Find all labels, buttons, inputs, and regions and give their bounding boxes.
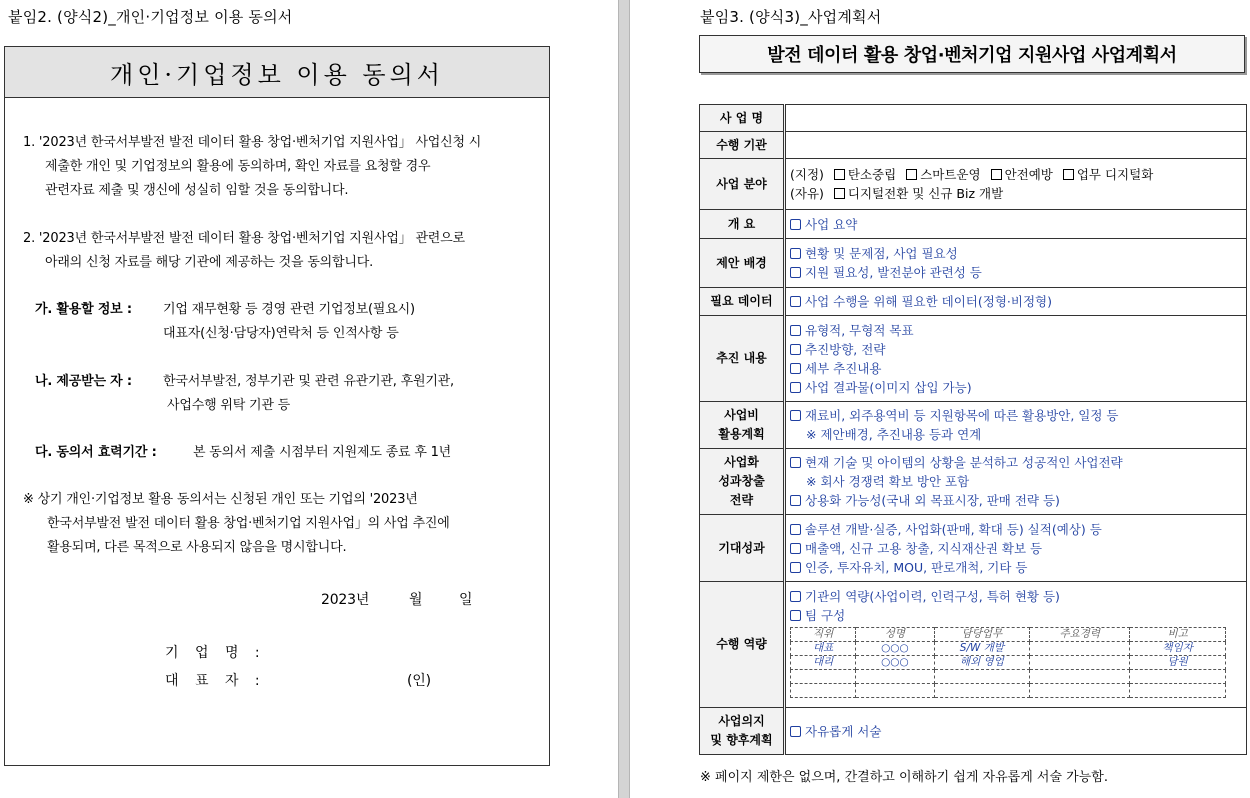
outcome-item: 솔루션 개발·실증, 사업화(판매, 확대 등) 실적(예상) 등	[805, 521, 1102, 537]
field-option-carbon: 탄소중립	[847, 167, 897, 182]
background-item: 현황 및 문제점, 사업 필요성	[805, 246, 958, 261]
consent-form	[4, 46, 550, 766]
team-cell: ○○○	[856, 656, 934, 670]
content-item: 추진방향, 전략	[805, 341, 886, 357]
commercial-label-line-3: 전략	[729, 493, 754, 507]
field-cell	[785, 159, 1247, 210]
team-cell: 책임자	[1130, 642, 1226, 656]
budget-label	[700, 402, 785, 449]
team-table	[790, 627, 1226, 698]
checkbox-icon[interactable]	[834, 188, 845, 199]
commercial-item: 현재 기술 및 아이템의 상황을 분석하고 성공적인 사업전략	[805, 455, 1123, 470]
bullet-square-icon	[790, 562, 801, 573]
team-header-note: 비고	[1130, 628, 1226, 642]
outcome-item: 매출액, 신규 고용 창출, 지식재산권 확보 등	[805, 540, 1043, 556]
team-table-header	[791, 628, 1226, 642]
data-needed-cell	[785, 288, 1247, 316]
field-designated-label: (지정)	[790, 167, 824, 182]
row-agency	[700, 132, 1247, 159]
team-table-row	[791, 656, 1226, 670]
consent-item-1-line-2: 제출한 개인 및 기업정보의 활용에 동의하며, 확인 자료를 요청할 경우	[45, 159, 431, 174]
bullet-square-icon	[790, 219, 801, 230]
info-usage-value-line-1: 기업 재무현황 등 경영 관련 기업정보(필요시)	[163, 302, 415, 317]
validity-label: 다. 동의서 효력기간 :	[35, 445, 157, 460]
will-label-line-1: 사업의지	[718, 714, 765, 728]
team-cell	[1130, 684, 1226, 698]
will-label-line-2: 및 향후계획	[710, 733, 773, 747]
bullet-square-icon	[790, 410, 801, 421]
content-item: 세부 추진내용	[805, 360, 882, 376]
date-day: 일	[459, 592, 473, 608]
bullet-square-icon	[790, 591, 801, 602]
bullet-square-icon	[790, 363, 801, 374]
team-cell	[856, 670, 934, 684]
business-plan-table	[699, 104, 1247, 755]
bullet-square-icon	[790, 495, 801, 506]
team-cell	[1030, 670, 1130, 684]
team-header-name: 성명	[856, 628, 934, 642]
page-gutter	[618, 0, 630, 798]
row-outcome	[700, 515, 1247, 582]
bullet-square-icon	[790, 457, 801, 468]
team-cell	[1130, 670, 1226, 684]
bullet-square-icon	[790, 325, 801, 336]
team-header-career: 주요경력	[1030, 628, 1130, 642]
team-cell	[791, 684, 856, 698]
seal-mark: (인)	[407, 673, 431, 689]
team-cell	[1030, 656, 1130, 670]
row-capability	[700, 582, 1247, 708]
consent-item-2-line-1: 2. '2023년 한국서부발전 발전 데이터 활용 창업·벤처기업 지원사업」 관련으로	[23, 231, 465, 246]
capability-label: 수행 역량	[700, 582, 785, 708]
notice-line-1: ※ 상기 개인·기업정보 활용 동의서는 신청된 개인 또는 기업의 '2023년	[23, 492, 418, 507]
data-needed-label: 필요 데이터	[700, 288, 785, 316]
team-table-row	[791, 684, 1226, 698]
row-commercial	[700, 449, 1247, 515]
checkbox-icon[interactable]	[1063, 169, 1074, 180]
checkbox-icon[interactable]	[991, 169, 1002, 180]
team-header-duty: 담당업무	[934, 628, 1030, 642]
checkbox-icon[interactable]	[906, 169, 917, 180]
consent-item-2-line-2: 아래의 신청 자료를 해당 기관에 제공하는 것을 동의합니다.	[45, 255, 374, 270]
background-cell	[785, 239, 1247, 288]
bullet-square-icon	[790, 267, 801, 278]
field-label: 사업 분야	[700, 159, 785, 210]
recipient-value-line-1: 한국서부발전, 정부기관 및 관련 유관기관, 후원기관,	[163, 374, 454, 389]
overview-cell	[785, 210, 1247, 239]
agency-label: 수행 기관	[700, 132, 785, 159]
notice-line-3: 활용되며, 다른 목적으로 사용되지 않음을 명시합니다.	[47, 540, 347, 555]
project-name-cell[interactable]	[785, 105, 1247, 132]
consent-form-title: 개인·기업정보 이용 동의서	[5, 47, 549, 98]
overview-item: 사업 요약	[805, 216, 858, 232]
bullet-square-icon	[790, 344, 801, 355]
field-option-smart: 스마트운영	[920, 167, 981, 182]
budget-cell	[785, 402, 1247, 449]
consent-item-1-line-3: 관련자료 제출 및 갱신에 성실히 임할 것을 동의합니다.	[45, 183, 349, 198]
field-option-transform: 디지털전환 및 신규 Biz 개발	[847, 186, 1004, 201]
bullet-square-icon	[790, 610, 801, 621]
budget-note: ※ 제안배경, 추진내용 등과 연계	[806, 427, 982, 442]
consent-page	[0, 0, 618, 798]
bullet-square-icon	[790, 248, 801, 259]
outcome-item: 인증, 투자유치, MOU, 판로개척, 기타 등	[805, 559, 1028, 575]
row-project-name	[700, 105, 1247, 132]
content-label: 추진 내용	[700, 316, 785, 402]
team-cell: 담원	[1130, 656, 1226, 670]
commercial-label-line-1: 사업화	[724, 455, 759, 469]
bullet-square-icon	[790, 524, 801, 535]
business-plan-title: 발전 데이터 활용 창업·벤처기업 지원사업 사업계획서	[699, 35, 1245, 73]
agency-cell[interactable]	[785, 132, 1247, 159]
team-cell: ○○○	[856, 642, 934, 656]
content-item: 사업 결과물(이미지 삽입 가능)	[805, 379, 972, 395]
commercial-label	[700, 449, 785, 515]
info-usage-value-line-2: 대표자(신청·담당자)연락처 등 인적사항 등	[163, 326, 399, 341]
field-option-digital: 업무 디지털화	[1076, 167, 1154, 182]
commercial-cell	[785, 449, 1247, 515]
team-table-row	[791, 642, 1226, 656]
row-will	[700, 708, 1247, 755]
project-name-label: 사 업 명	[700, 105, 785, 132]
team-cell	[934, 670, 1030, 684]
team-cell: 대리	[791, 656, 856, 670]
company-name-label: 기 업 명 :	[165, 645, 266, 661]
capability-item: 기관의 역량(사업이력, 인력구성, 특허 현황 등)	[805, 589, 1060, 604]
bullet-square-icon	[790, 726, 801, 737]
info-usage-label: 가. 활용할 정보 :	[35, 302, 132, 317]
will-cell	[785, 708, 1247, 755]
content-cell	[785, 316, 1247, 402]
recipient-value-line-2: 사업수행 위탁 기관 등	[167, 398, 291, 413]
team-cell	[1030, 684, 1130, 698]
team-cell: S/W 개발	[934, 642, 1030, 656]
consent-item-1-line-1: 1. '2023년 한국서부발전 발전 데이터 활용 창업·벤처기업 지원사업」 사업신청 시	[23, 135, 482, 150]
will-item: 자유롭게 서술	[805, 723, 882, 739]
attachment-3-header: 붙임3. (양식3)_사업계획서	[700, 8, 882, 26]
team-cell	[934, 684, 1030, 698]
row-overview	[700, 210, 1247, 239]
capability-item: 팀 구성	[805, 608, 846, 623]
will-label	[700, 708, 785, 755]
field-option-safety: 안전예방	[1004, 167, 1053, 182]
data-needed-item: 사업 수행을 위해 필요한 데이터(정형·비정형)	[805, 294, 1052, 309]
background-label: 제안 배경	[700, 239, 785, 288]
commercial-note: ※ 회사 경쟁력 확보 방안 포함	[806, 474, 970, 489]
field-free-label: (자유)	[790, 186, 824, 201]
overview-label: 개 요	[700, 210, 785, 239]
background-item: 지원 필요성, 발전분야 관련성 등	[805, 265, 982, 280]
team-header-position: 직위	[791, 628, 856, 642]
attachment-2-header: 붙임2. (양식2)_개인·기업정보 이용 동의서	[8, 8, 293, 26]
validity-value: 본 동의서 제출 시점부터 지원제도 종료 후 1년	[193, 445, 452, 460]
outcome-label: 기대성과	[700, 515, 785, 582]
recipient-label: 나. 제공받는 자 :	[35, 374, 132, 389]
team-cell	[791, 670, 856, 684]
business-plan-page	[630, 0, 1250, 798]
commercial-label-line-2: 성과창출	[718, 474, 765, 488]
budget-label-line-2: 활용계획	[718, 427, 765, 441]
team-cell	[856, 684, 934, 698]
bullet-square-icon	[790, 543, 801, 554]
content-item: 유형적, 무형적 목표	[805, 322, 914, 338]
team-cell	[1030, 642, 1130, 656]
team-cell: 해외 영업	[934, 656, 1030, 670]
date-month: 월	[409, 592, 423, 608]
budget-label-line-1: 사업비	[724, 408, 759, 422]
ceo-name-label: 대 표 자 :	[165, 673, 266, 689]
bullet-square-icon	[790, 382, 801, 393]
date-year: 2023년	[321, 592, 370, 608]
commercial-item: 상용화 가능성(국내 외 목표시장, 판매 전략 등)	[805, 493, 1060, 508]
budget-item: 재료비, 외주용역비 등 지원항목에 따른 활용방안, 일정 등	[805, 408, 1119, 423]
capability-cell	[785, 582, 1247, 708]
row-background	[700, 239, 1247, 288]
bullet-square-icon	[790, 296, 801, 307]
row-budget	[700, 402, 1247, 449]
row-content	[700, 316, 1247, 402]
checkbox-icon[interactable]	[834, 169, 845, 180]
row-field	[700, 159, 1247, 210]
row-data-needed	[700, 288, 1247, 316]
team-table-row	[791, 670, 1226, 684]
notice-line-2: 한국서부발전 발전 데이터 활용 창업·벤처기업 지원사업」의 사업 추진에	[47, 516, 450, 531]
page-limit-note: ※ 페이지 제한은 없으며, 간결하고 이해하기 쉽게 자유롭게 서술 가능함.	[700, 770, 1108, 785]
outcome-cell	[785, 515, 1247, 582]
team-cell: 대표	[791, 642, 856, 656]
